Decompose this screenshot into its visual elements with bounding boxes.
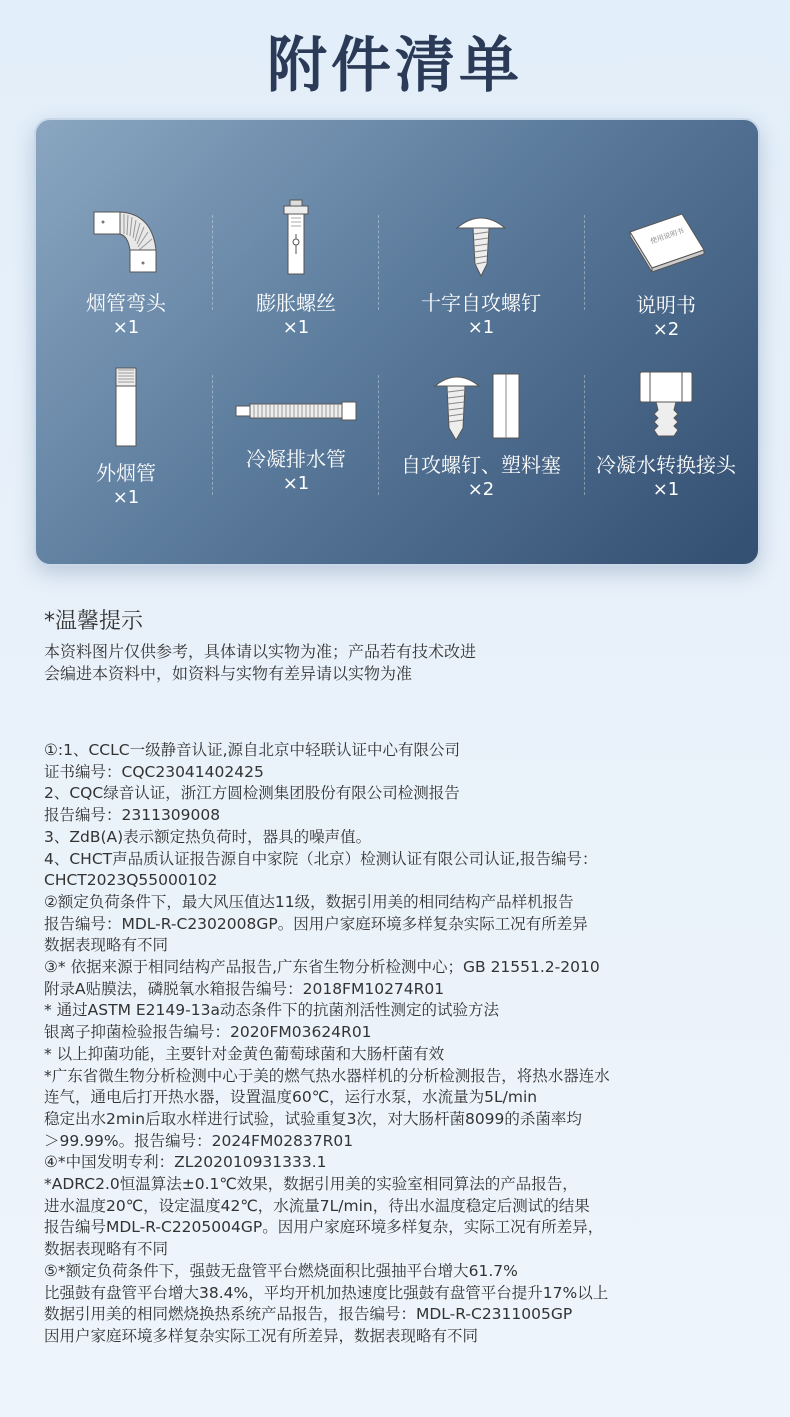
footnote-line: * 以上抑菌功能，主要针对金黄色葡萄球菌和大肠杆菌有效	[44, 1044, 445, 1063]
manual-icon	[624, 210, 708, 272]
footnote-line: ＞99.99%。报告编号：2024FM02837R01	[44, 1131, 354, 1150]
footnotes	[44, 740, 764, 1348]
footnote-line: 附录A贴膜法，磷脱氧水箱报告编号：2018FM10274R01	[44, 979, 445, 998]
accessory-panel	[34, 118, 760, 566]
manual-label: 使用说明书	[649, 226, 686, 246]
accessory-item	[206, 198, 386, 340]
footnote-line: *ADRC2.0恒温算法±0.1℃效果，数据引用美的实验室相同算法的产品报告，	[44, 1175, 578, 1194]
footnote-line: * 通过ASTM E2149-13a动态条件下的抗菌剂活性测定的试验方法	[44, 1001, 499, 1020]
footnote-line: 3、ZdB(A)表示额定热负荷时，器具的噪声值。	[44, 827, 372, 846]
page-title: 附件清单	[267, 31, 523, 101]
tips-text	[44, 641, 476, 685]
item-qty: ×1	[467, 317, 495, 338]
item-qty: ×2	[652, 319, 680, 340]
item-qty: ×1	[282, 317, 310, 338]
accessory-item	[206, 400, 386, 496]
footnote-line: ②额定负荷条件下，最大风压值达11级，数据引用美的相同结构产品样机报告	[44, 892, 574, 911]
footnote-line: 比强鼓有盘管平台增大38.4%，平均开机加热速度比强鼓有盘管平台提升17%以上	[44, 1283, 609, 1302]
footnote-line: 数据表现略有不同	[44, 936, 169, 955]
footnote-line: 因用户家庭环境多样复杂实际工况有所差异，数据表现略有不同	[44, 1326, 479, 1345]
item-name: 说明书	[636, 293, 696, 317]
item-qty: ×1	[112, 487, 140, 508]
footnote-line: ①:1、CCLC一级静音认证,源自北京中轻联认证中心有限公司	[44, 741, 461, 759]
footnote-line: 稳定出水2min后取水样进行试验，试验重复3次，对大肠杆菌8099的杀菌率均	[44, 1109, 582, 1128]
item-qty: ×1	[112, 317, 140, 338]
footnote-line: 报告编号：MDL-R-C2302008GP。因用户家庭环境多样复杂实际工况有所差异	[44, 914, 588, 933]
footnote-line: 进水温度20℃，设定温度42℃，水流量7L/min，待出水温度稳定后测试的结果	[44, 1196, 590, 1215]
screw-plug-icon	[431, 370, 531, 442]
item-name: 冷凝水转换接头	[596, 453, 736, 477]
footnote-line: 连气，通电后打开热水器，设置温度60℃，运行水泵，水流量为5L/min	[44, 1088, 538, 1107]
footnote-line: 数据表现略有不同	[44, 1240, 169, 1259]
item-name: 自攻螺钉、塑料塞	[401, 453, 561, 477]
tips-line: 本资料图片仅供参考，具体请以实物为准；产品若有技术改进	[44, 642, 477, 661]
item-name: 外烟管	[96, 461, 156, 485]
item-name: 膨胀螺丝	[256, 291, 336, 315]
drain-hose-icon	[234, 400, 358, 422]
item-name: 十字自攻螺钉	[421, 291, 541, 315]
item-qty: ×1	[652, 479, 680, 500]
footnote-line: 4、CHCT声品质认证报告源自中家院（北京）检测认证有限公司认证,报告编号：	[44, 849, 598, 868]
accessory-item	[36, 366, 216, 510]
elbow-pipe-icon	[90, 208, 162, 276]
accessory-item	[36, 208, 216, 340]
footnote-line: 银离子抑菌检验报告编号：2020FM03624R01	[44, 1023, 372, 1042]
item-name: 冷凝排水管	[246, 447, 346, 471]
item-name: 烟管弯头	[86, 291, 166, 315]
item-qty: ×1	[282, 473, 310, 494]
expansion-bolt-icon	[276, 198, 316, 278]
accessory-item	[391, 208, 571, 340]
footnote-line: CHCT2023Q55000102	[44, 871, 218, 890]
screw-icon	[453, 208, 509, 278]
footnote-line: ⑤*额定负荷条件下，强鼓无盘管平台燃烧面积比强抽平台增大61.7%	[44, 1261, 518, 1280]
item-qty: ×2	[467, 479, 495, 500]
footnote-line: ③* 依据来源于相同结构产品报告,广东省生物分析检测中心；GB 21551.2-2010	[44, 958, 600, 977]
footnote-line: 2、CQC绿音认证，浙江方圆检测集团股份有限公司检测报告	[44, 784, 460, 803]
footnote-line: 报告编号MDL-R-C2205004GP。因用户家庭环境多样复杂，实际工况有所差异，	[44, 1218, 604, 1237]
footnote-line: *广东省微生物分析检测中心于美的燃气热水器样机的分析检测报告，将热水器连水	[44, 1066, 610, 1085]
accessory-item	[391, 370, 571, 502]
tips-title: *温馨提示	[44, 609, 144, 634]
footnote-line: 证书编号：CQC23041402425	[44, 762, 264, 781]
footnote-line: 数据引用美的相同燃烧换热系统产品报告，报告编号：MDL-R-C2311005GP	[44, 1305, 573, 1324]
accessory-item	[576, 210, 756, 342]
footnote-line: ④*中国发明专利：ZL202010931333.1	[44, 1153, 327, 1172]
accessory-item	[576, 370, 756, 502]
outer-pipe-icon	[114, 366, 138, 448]
connector-icon	[636, 370, 696, 438]
tips-line: 会编进本资料中，如资料与实物有差异请以实物为准	[44, 664, 413, 683]
footnote-line: 报告编号：2311309008	[44, 806, 221, 825]
